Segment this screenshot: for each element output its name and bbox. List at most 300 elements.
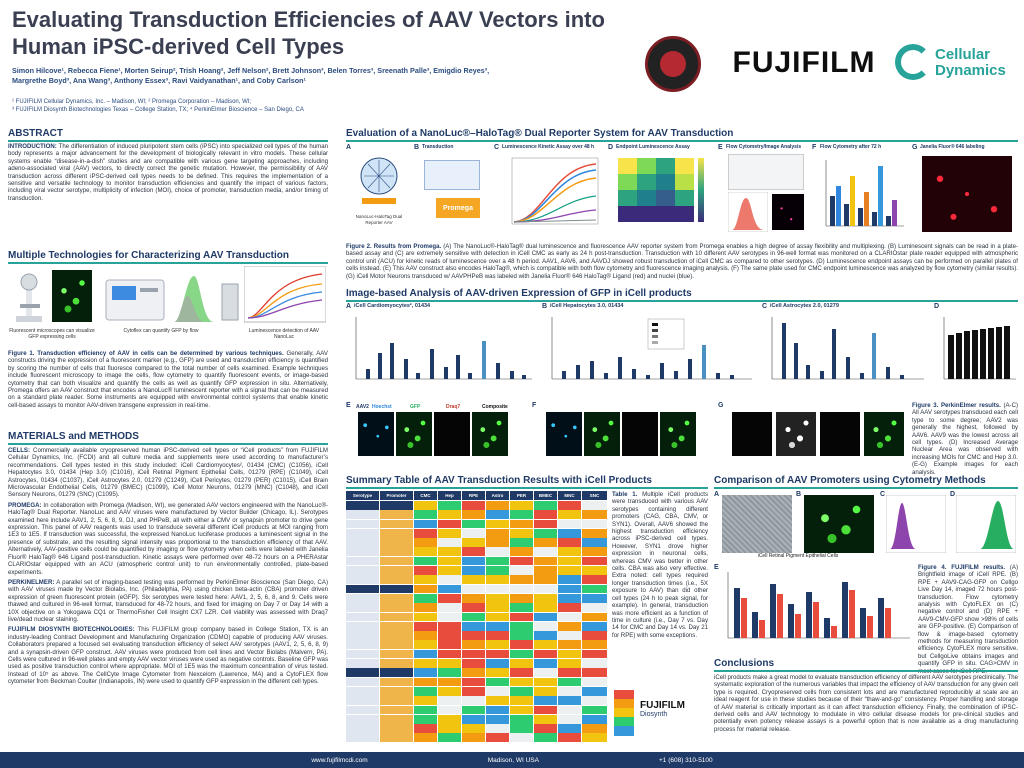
summary-table-row — [346, 668, 608, 677]
fujifilm-diosynth-logo — [640, 700, 706, 736]
summary-table-row — [346, 566, 608, 575]
summary-table-cell — [462, 510, 486, 519]
summary-table-cell — [414, 501, 438, 510]
summary-table-cell — [462, 594, 486, 603]
summary-table-cell — [380, 659, 414, 668]
summary-table-cell — [510, 659, 534, 668]
summary-table-cell — [486, 687, 510, 696]
summary-table-cell — [510, 687, 534, 696]
summary-table-cell — [462, 650, 486, 659]
cdi-swirl-icon — [895, 44, 931, 80]
summary-table-cell — [414, 659, 438, 668]
figure-4-lead: Figure 4. FUJIFILM results. — [918, 564, 1006, 571]
summary-table-cell — [582, 501, 608, 510]
authors-line-1: Simon Hilcove¹, Rebecca Fiene¹, Morten Seirup², Trish Hoang², Jeff Nelson², Brett Johnson³, Belen Torres³, Sreenath Palle³, Emigdio Reyes³, — [12, 66, 490, 75]
micrograph-f-hoechst — [546, 412, 582, 456]
summary-table-cell — [438, 706, 462, 715]
summary-table-cell — [534, 613, 558, 622]
panel-c-title: Luminescence Kinetic Assay over 48 h — [502, 144, 595, 150]
summary-table-cell — [346, 594, 380, 603]
promoter-comparison-chart — [722, 568, 912, 648]
panel-letter: B — [796, 491, 802, 498]
summary-table-cell — [534, 594, 558, 603]
summary-table-cell — [558, 706, 582, 715]
fujifilm-logo-part-2: FILM — [801, 46, 876, 79]
summary-table-cell — [534, 733, 558, 742]
figure-3-charts — [346, 303, 1018, 399]
footer-website[interactable]: www.fujifilmcdi.com — [311, 756, 368, 764]
summary-table-cell — [510, 631, 534, 640]
summary-table-cell — [380, 622, 414, 631]
summary-header-cell: PER — [510, 491, 534, 500]
summary-table-cell — [486, 622, 510, 631]
summary-table-cell — [380, 603, 414, 612]
cells-text: Commercially available cryopreserved human iPSC-derived cell types or “iCell products” from FUJIFILM Cellular Dynamics, Inc. (FCDI) and all culture media and supplements were used according to manufacturer’s recommendations. Cell types tested in this study included: iCell Cardiomyocytes², 01434 (CMC) (C1056), iCell Hepatocytes 3.0, 01434 (Hep 3.0) (C1016), iCell Retinal Pigment Epithelial Cells, 01279 (RPE) (C1049), iCell Astrocytes, 01434 (C1037), iCell Astrocytes 2.0, 01279 (C1249), iCell Pericytes, 01279 (PER) (C1015), iCell Brain Microvascular Endothelial Cells, 01279 (BMEC) (C1099), iCell Motor Neurons, 01279 (MNC) (C1048), and iCell Sensory Neurons, 01279 (SNC) (C1095). — [8, 447, 328, 499]
panel-g-title: Janelia Fluor® 646 labeling — [920, 144, 985, 150]
figure-1-caption — [8, 350, 328, 422]
summary-table-heading: Summary Table of AAV Transduction Results with iCell Products — [346, 475, 708, 489]
panel-letter: F — [532, 402, 537, 409]
summary-table-cell — [558, 520, 582, 529]
panel-letter: B — [542, 303, 548, 310]
summary-table-cell — [558, 547, 582, 556]
summary-table-row — [346, 520, 608, 529]
summary-table-cell — [438, 724, 462, 733]
summary-table-cell — [558, 585, 582, 594]
summary-table-cell — [438, 538, 462, 547]
figure-2-panel-b — [414, 144, 490, 236]
summary-table-cell — [414, 510, 438, 519]
summary-table-cell — [558, 510, 582, 519]
summary-table-cell — [534, 529, 558, 538]
caption-microscope: Fluorescent microscopes can visualize GFP expressing cells — [9, 328, 95, 340]
summary-table-cell — [486, 538, 510, 547]
summary-table-cell — [414, 575, 438, 584]
summary-table-cell — [558, 715, 582, 724]
summary-table-cell — [346, 668, 380, 677]
summary-table-cell — [486, 650, 510, 659]
summary-table-row — [346, 678, 608, 687]
summary-table-cell — [346, 538, 380, 547]
summary-header-cell: BMEC — [534, 491, 558, 500]
panel-d-title: Endpoint Luminescence Assay — [616, 144, 690, 150]
panel-letter: E — [718, 144, 723, 151]
footer-phone: +1 (608) 310-5100 — [658, 756, 713, 764]
summary-table-cell — [582, 520, 608, 529]
summary-table-cell — [346, 687, 380, 696]
figure-2-caption — [346, 243, 1018, 287]
summary-table-cell — [346, 650, 380, 659]
summary-table-cell — [582, 659, 608, 668]
summary-table-cell — [582, 594, 608, 603]
summary-table-cell — [414, 668, 438, 677]
table-1-lead: Table 1. — [612, 491, 638, 498]
summary-table-cell — [510, 501, 534, 510]
cells-lead: CELLS: — [8, 447, 31, 454]
summary-table-cell — [582, 650, 608, 659]
summary-table-cell — [414, 640, 438, 649]
summary-table-cell — [534, 520, 558, 529]
summary-table-cell — [582, 622, 608, 631]
summary-table-cell — [534, 678, 558, 687]
summary-table-cell — [462, 603, 486, 612]
summary-table-row — [346, 510, 608, 519]
table-color-legend — [614, 690, 634, 736]
summary-table-cell — [486, 501, 510, 510]
summary-table-cell — [510, 724, 534, 733]
perkin-text: A parallel set of imaging-based testing was performed by PerkinElmer Bioscience (San Diego, CA) with AAV viruses made by Vector Biolabs, Inc. (Philadelphia, PA) using chicken beta-actin (CBA) promoter driven expression of green fluorescent protein (eGFP). Six serotypes were tested here: AAV1, 2, 5, 6, 8, and 9. Cells were thawed and cultured in 96-well format, transduced for 48-72 hours, and fixed for imaging on Day 7 or Day 14 with a 10X objective on a Yokogawa CQ1 or ThermoFisher Cell Insight CX7 LZR. Cell viability was assessed with Draq7 live/dead nuclear staining. — [8, 578, 328, 623]
summary-table-cell — [486, 557, 510, 566]
summary-table-cell — [438, 622, 462, 631]
summary-table-cell — [346, 613, 380, 622]
summary-table-cell — [414, 585, 438, 594]
summary-table-row — [346, 585, 608, 594]
figure-3-text: (A-C) All AAV serotypes transduced each cell type to some degree; AAV2 was generally the highest, followed by AAV6. AAV9 was the lowest across all cell types. (D) Increased Average Nuclear Area was observed with increasing MOIs for CMC and Hep 3.0. (E-G) Example images for each analysis. — [912, 402, 1019, 476]
promoter-comparison-heading: Comparison of AAV Promoters using Cytometry Methods — [714, 475, 1018, 489]
summary-table-cell — [414, 733, 438, 742]
cdi-logo-line-2: Dynamics — [935, 62, 1006, 79]
summary-table-cell — [346, 724, 380, 733]
summary-table-cell — [380, 715, 414, 724]
cdi-logo-line-1: Cellular — [935, 46, 991, 63]
summary-table-cell — [462, 622, 486, 631]
microscope-icon — [8, 266, 48, 328]
summary-table-cell — [380, 733, 414, 742]
summary-table-cell — [414, 594, 438, 603]
fuji-small-line-2: Diosynth — [640, 711, 668, 718]
summary-table-cell — [534, 547, 558, 556]
figure-3-panel-b — [542, 303, 756, 399]
summary-table-cell — [510, 668, 534, 677]
abstract-heading: ABSTRACT — [8, 128, 328, 142]
summary-table-cell — [558, 575, 582, 584]
summary-table-cell — [438, 613, 462, 622]
summary-table-row — [346, 687, 608, 696]
summary-table-cell — [462, 557, 486, 566]
summary-table-cell — [462, 538, 486, 547]
panel-letter: D — [950, 491, 956, 498]
micrograph-f-gfp — [584, 412, 620, 456]
summary-table-cell — [534, 650, 558, 659]
summary-table-cell — [486, 668, 510, 677]
micrograph-f-composite — [660, 412, 696, 456]
promega-lead: PROMEGA: — [8, 501, 42, 509]
summary-table-row — [346, 547, 608, 556]
summary-table-cell — [582, 566, 608, 575]
summary-table-cell — [534, 640, 558, 649]
summary-table-cell — [510, 650, 534, 659]
figure-2-panel-a — [346, 144, 410, 236]
perkin-lead: PERKINELMER: — [8, 578, 55, 586]
summary-header-cell: Serotype — [346, 491, 380, 500]
panel-letter: F — [812, 144, 817, 151]
micrograph-g-draq7 — [820, 412, 860, 456]
summary-table-cell — [346, 510, 380, 519]
summary-table-cell — [462, 631, 486, 640]
figure-1-lead: Figure 1. Transduction efficiency of AAV in cells can be determined by various techniques. — [8, 350, 284, 357]
summary-table-cell — [414, 538, 438, 547]
summary-table-cell — [558, 538, 582, 547]
figure-2-panel-f — [812, 144, 908, 236]
summary-table-cell — [438, 640, 462, 649]
summary-table-cell — [380, 696, 414, 705]
summary-table-cell — [510, 575, 534, 584]
endpoint-heatmap — [618, 158, 708, 222]
summary-table-row — [346, 613, 608, 622]
summary-table-cell — [510, 547, 534, 556]
badge-ring-icon — [645, 36, 701, 92]
summary-table-cell — [558, 529, 582, 538]
summary-table-cell — [346, 520, 380, 529]
summary-table-cell — [380, 585, 414, 594]
summary-header-cell: MNC — [558, 491, 582, 500]
summary-table-cell — [486, 520, 510, 529]
summary-table-row — [346, 594, 608, 603]
summary-table-cell — [486, 631, 510, 640]
summary-table-cell — [486, 613, 510, 622]
well-plate-image — [424, 160, 480, 190]
summary-table-cell — [486, 529, 510, 538]
summary-table-cell — [380, 687, 414, 696]
summary-table-cell — [462, 678, 486, 687]
cytometer-icon — [102, 266, 168, 328]
summary-table-cell — [438, 529, 462, 538]
summary-table-cell — [558, 594, 582, 603]
flow-plot-icon — [728, 192, 768, 232]
panel-letter: G — [912, 144, 918, 151]
negative-control-histogram — [886, 495, 946, 553]
summary-table-cell — [534, 538, 558, 547]
figure-3-panel-c — [762, 303, 928, 399]
micrograph-g-hoechst — [732, 412, 772, 456]
summary-table-cell — [438, 687, 462, 696]
summary-table-cell — [558, 687, 582, 696]
summary-table-cell — [558, 678, 582, 687]
summary-table-cell — [486, 724, 510, 733]
panel-c-title: iCell Astrocytes 2.0, 01279 — [770, 303, 839, 309]
summary-table-row — [346, 557, 608, 566]
summary-table-cell — [558, 631, 582, 640]
figure-2-panels — [346, 144, 1018, 240]
summary-table-cell — [380, 594, 414, 603]
summary-table-cell — [486, 575, 510, 584]
summary-table-cell — [510, 678, 534, 687]
poster-title — [12, 6, 622, 60]
micrograph-e-hoechst — [358, 412, 394, 456]
summary-table-cell — [462, 706, 486, 715]
summary-table-cell — [582, 529, 608, 538]
summary-table-cell — [462, 640, 486, 649]
summary-table-cell — [558, 659, 582, 668]
summary-table-cell — [534, 501, 558, 510]
summary-table-cell — [438, 520, 462, 529]
summary-table-cell — [438, 547, 462, 556]
gfp-microscopy-image — [52, 270, 92, 322]
summary-table-cell — [380, 631, 414, 640]
summary-table-cell — [486, 706, 510, 715]
summary-table-cell — [510, 538, 534, 547]
panel-letter: E — [714, 564, 719, 571]
micro-channel-gfp: GFP — [410, 404, 421, 410]
summary-table-cell — [510, 640, 534, 649]
summary-table-cell — [510, 706, 534, 715]
title-line-1: Evaluating Transduction Efficiencies of AAV Vectors into — [12, 7, 605, 32]
panel-letter: G — [718, 402, 724, 409]
astro-bar-chart — [768, 313, 926, 397]
summary-table-cell — [438, 585, 462, 594]
summary-table-cell — [486, 678, 510, 687]
summary-table-cell — [558, 622, 582, 631]
summary-table-cell — [462, 668, 486, 677]
panel-f-title: Flow Cytometry after 72 h — [820, 144, 882, 150]
summary-table-cell — [414, 650, 438, 659]
fdb-text: This FUJIFILM group company based in College Station, TX is an industry-leading Contract Development and Manufacturing Organization (CDMO) capable of producing AAV viruses. Collaborators prepared a focused set evaluating transduction efficiency of select AAV serotypes (AAV1, 2, 5, 6, 8, 9) and a synapsin-driven GFP construct. AAV viruses were produced from cell lines and Vector Biolabs (Malvern, PA). Cells were cultured in 96-well plates and empty AAV vector viruses were used as negative controls. Baseline GFP was used as positive transduction control where appropriate. MOI of 1E5 was the maximum concentration of virus tested. Instead of 10⁵ as above. The CellCyte Image Cytometer from Nexcelom (Lawrence, MA) and a CytoFLEX flow cytometer from Beckman Coulter (Indianapolis, IN) were used to quantify GFP expression in the different cell types. — [8, 626, 328, 686]
summary-table-cell — [414, 706, 438, 715]
imaging-analysis-heading: Image-based Analysis of AAV-driven Expression of GFP in iCell products — [346, 288, 1018, 302]
summary-table-cell — [346, 501, 380, 510]
instrument-image — [728, 154, 804, 190]
summary-table-cell — [558, 613, 582, 622]
summary-table-cell — [462, 696, 486, 705]
summary-table-cell — [582, 547, 608, 556]
figure-3-lead: Figure 3. PerkinElmer results. — [912, 402, 1001, 409]
summary-table-cell — [346, 631, 380, 640]
summary-table-cell — [438, 696, 462, 705]
summary-table-cell — [380, 557, 414, 566]
janelia-fluor-image — [922, 156, 1012, 232]
summary-table-cell — [438, 510, 462, 519]
summary-table-cell — [414, 603, 438, 612]
nuclear-area-chart — [940, 313, 1018, 397]
summary-table-cell — [510, 585, 534, 594]
summary-header-cell: Hep — [438, 491, 462, 500]
panel-letter: A — [346, 144, 352, 151]
summary-table-cell — [558, 668, 582, 677]
summary-table-cell — [510, 510, 534, 519]
micrograph-f-draq7 — [622, 412, 658, 456]
summary-table-row — [346, 715, 608, 724]
summary-table-cell — [510, 520, 534, 529]
summary-table-row — [346, 724, 608, 733]
rpe-brightfield-image — [722, 495, 792, 553]
summary-table-cell — [462, 501, 486, 510]
summary-table-cell — [534, 603, 558, 612]
summary-table-row — [346, 659, 608, 668]
summary-table-cell — [462, 733, 486, 742]
rpe-image-label: iCell Retinal Pigment Epithelial Cells — [757, 553, 839, 559]
panel-letter: C — [880, 491, 886, 498]
summary-table-cell — [558, 724, 582, 733]
summary-table-cell — [438, 594, 462, 603]
figure-3-panel-a — [346, 303, 536, 399]
summary-table-cell — [438, 715, 462, 724]
materials-methods-heading: MATERIALS and METHODS — [8, 431, 328, 445]
summary-table-cell — [534, 575, 558, 584]
summary-table-cell — [534, 706, 558, 715]
summary-table-cell — [558, 501, 582, 510]
summary-table-cell — [438, 678, 462, 687]
poster-footer — [0, 752, 1024, 768]
summary-table-cell — [462, 585, 486, 594]
fujifilm-logo — [720, 40, 888, 86]
summary-table-cell — [438, 733, 462, 742]
summary-table-cell — [486, 547, 510, 556]
panel-letter: D — [608, 144, 614, 151]
summary-header-cell: Astro — [486, 491, 510, 500]
summary-table-cell — [346, 696, 380, 705]
figure-1-text: Generally, AAV constructs driving the expression of a fluorescent marker (e.g., GFP) are used and transduction efficiency is quantified by scoring the number of cells that fluoresce compared to the total number of cells examined. Example techniques include fluorescent microscopy to image the cells, flow cytometry to quantify fluorescent events, or image-based cytometry that can both visualize and quantify the cells as well as quantify GFP expression in situ. Alternatively, Promega offers an AAV construct that encodes a NanoLuc® luminescent reporter with a signal that can be measured on a standard plate reader. Some instruments are equipped with environmental control systems that enable kinetic cell-based assays to monitor AAV-driven transgene expression in real-time. — [8, 350, 328, 409]
summary-table-cell — [582, 668, 608, 677]
micrograph-e-composite — [472, 412, 508, 456]
summary-table-cell — [380, 510, 414, 519]
summary-table-row — [346, 538, 608, 547]
summary-table-cell — [380, 566, 414, 575]
summary-table-cell — [346, 622, 380, 631]
micro-aav-label: AAV2 — [356, 404, 369, 410]
summary-table-cell — [534, 724, 558, 733]
summary-table-cell — [462, 547, 486, 556]
hep-bar-chart — [548, 313, 754, 397]
summary-table-cell — [558, 640, 582, 649]
caption-cytoflex: Cytoflex can quantify GFP by flow — [123, 328, 199, 334]
summary-table-cell — [486, 585, 510, 594]
summary-header-cell: SNC — [582, 491, 608, 500]
summary-table-cell — [438, 659, 462, 668]
panel-a-label: NanoLuc-HaloTag Dual Reporter AAV — [355, 214, 403, 225]
panel-letter: A — [346, 303, 352, 310]
conclusions-body: iCell products make a great model to evaluate transduction efficiency of different AAV serotypes preclinically. The systematic exploration of the numerous variables that impact the efficiency of AAV transduction for any given cell type is required. Cryopreserved cells from consistent lots and are manufactured reproducibly at scale are an ideal reagent for use in these studies because of their “thaw-and-go” consistency. Proper handling and storage of AAV material is critically important as it can affect transduction efficiency. Finally, the combination of iPSC-derived cells and AAV technology to modulate in vitro cellular disease models for pre-clinical studies and potentially even potency release assays is a powerful option that is now available as a drug manufacturing process for material release. — [714, 674, 1018, 733]
summary-table-cell — [510, 613, 534, 622]
panel-letter: D — [934, 303, 940, 310]
cellular-dynamics-logo — [895, 40, 1019, 86]
summary-table-cell — [534, 566, 558, 575]
figure-4-text: (A) Brightfield image of iCell RPE. (B) RPE + AAV9-CAG-GFP on Cellgo Live Day 14, imaged 72 hours post-transduction. Flow cytometry analysis with CytoFLEX on (C) negative control and (D) RPE + AAV9-CMV-GFP show >98% of cells are GFP-positive. (E) Comparison of flow & image-based cytometry methods for measuring transduction efficiency. CytoFLEX more sensitive, but CellgoLive obtains images and quantify GFP in situ. CAG>CMV in most cases for iCell RPE. — [918, 564, 1018, 675]
summary-table-cell — [346, 566, 380, 575]
table-1-text: Multiple iCell products were transduced with various AAV serotypes containing different promoters (CAG, CBA, CMV, or SYN1). Overall, AAV6 showed the highest transduction efficiency across iPSC-derived cell types. However, SYN1 drove higher expression in neuronal cells, whereas CMV was better in other cells. CBA was also very effective. Extra noted: cell types required longer transduction times (i.e., 5X exposure to AAV) than did other cell types (24 h to peak signal, for example). In general, transduction was more efficient as a function of time in culture (i.e., Day 7 vs. Day 14 for CMC and Day 14 vs. Day 21 for RPE) with some exceptions. — [612, 491, 708, 639]
figure-2-lead: Figure 2. Results from Promega. — [346, 243, 442, 250]
figure-4-top-panels — [714, 491, 1018, 561]
summary-table-cell — [380, 520, 414, 529]
summary-table-row — [346, 696, 608, 705]
fdb-lead: FUJIFILM DIOSYNTH BIOTECHNOLOGIES: — [8, 626, 135, 634]
summary-table-cell — [558, 696, 582, 705]
summary-table-cell — [558, 566, 582, 575]
summary-table-cell — [414, 631, 438, 640]
summary-table-row — [346, 529, 608, 538]
summary-table-cell — [582, 575, 608, 584]
summary-table-cell — [486, 659, 510, 668]
aav-particle-icon — [354, 152, 404, 212]
summary-table-cell — [582, 715, 608, 724]
flow-bar-chart — [820, 156, 906, 232]
summary-table-cell — [582, 585, 608, 594]
figure-2-panel-g — [912, 144, 1018, 236]
micro-channel-hoechst: Hoechst — [372, 404, 392, 410]
summary-table-cell — [380, 538, 414, 547]
summary-table-cell — [462, 520, 486, 529]
summary-table-cell — [414, 687, 438, 696]
summary-header-cell: Promoter — [380, 491, 414, 500]
halotag-image — [772, 194, 804, 230]
summary-table-cell — [346, 733, 380, 742]
summary-header-cell: CMC — [414, 491, 438, 500]
panel-letter: C — [762, 303, 768, 310]
summary-table-row — [346, 575, 608, 584]
panel-e-title: Flow Cytometry/Image Analysis — [726, 144, 802, 150]
summary-table-cell — [380, 678, 414, 687]
summary-table-cell — [380, 547, 414, 556]
micrograph-e-draq7 — [434, 412, 470, 456]
